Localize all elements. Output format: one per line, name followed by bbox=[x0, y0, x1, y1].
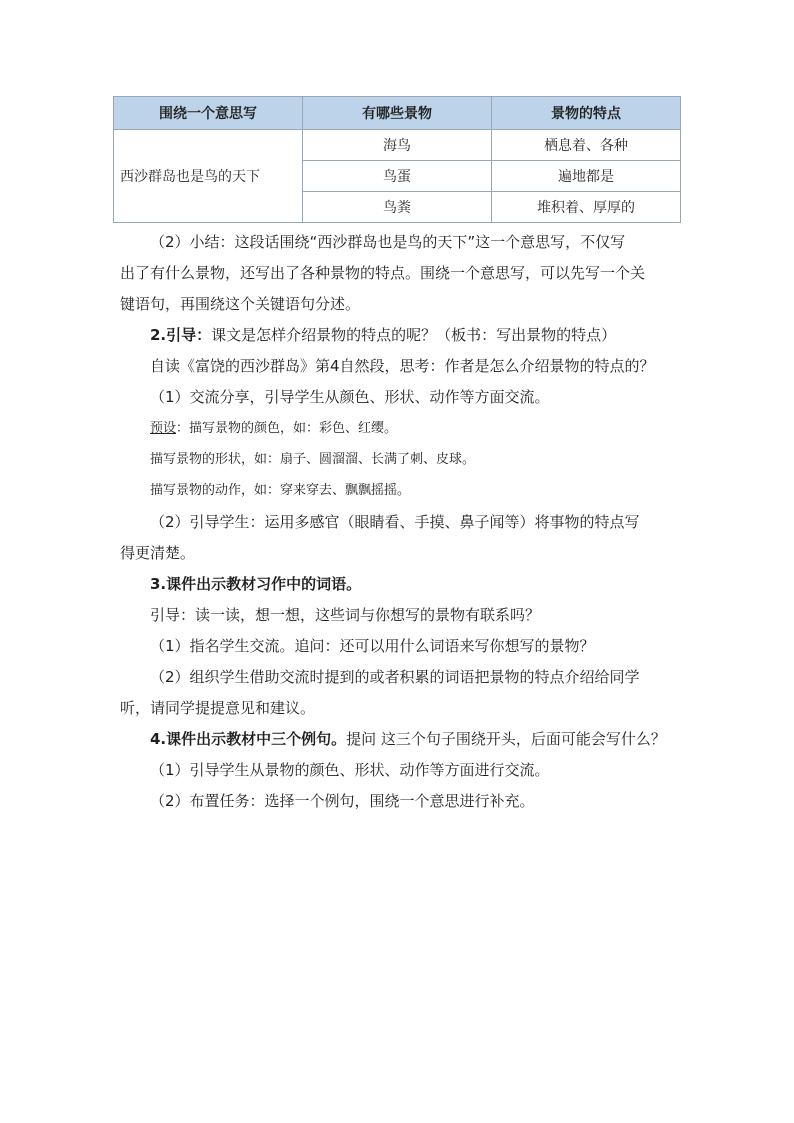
scenery-table bbox=[113, 96, 681, 223]
header-scenes: 有哪些景物 bbox=[303, 97, 492, 130]
topic-cell: 西沙群岛也是鸟的天下 bbox=[114, 130, 303, 223]
scene-cell: 鸟粪 bbox=[303, 192, 492, 223]
section-2-title-rest: 课文是怎样介绍景物的特点的呢？（板书：写出景物的特点） bbox=[211, 326, 617, 344]
section-2-line-5: 得更清楚。 bbox=[120, 544, 196, 562]
section-2-heading bbox=[150, 325, 616, 345]
section-4-line-2: （2）布置任务：选择一个例句，围绕一个意思进行补充。 bbox=[150, 792, 535, 810]
section-4-title-rest: 提问 这三个句子围绕开头，后面可能会写什么？ bbox=[346, 730, 666, 748]
preset-line-1-rest: ：描写景物的颜色，如：彩色、红缨。 bbox=[176, 421, 398, 436]
section-2-line-2: 自读《富饶的西沙群岛》第4自然段，思考：作者是怎么介绍景物的特点的？ bbox=[150, 357, 655, 375]
feature-cell: 遍地都是 bbox=[492, 161, 681, 192]
summary-line-2: 出了有什么景物，还写出了各种景物的特点。围绕一个意思写，可以先写一个关 bbox=[120, 264, 646, 282]
section-4-line-1: （1）引导学生从景物的颜色、形状、动作等方面进行交流。 bbox=[150, 761, 550, 779]
table-header-row bbox=[114, 97, 681, 130]
section-4-title: 4.课件出示教材中三个例句。 bbox=[150, 730, 347, 748]
section-3-line-3: （2）组织学生借助交流时提到的或者积累的词语把景物的特点介绍给同学 bbox=[150, 668, 640, 686]
section-2-line-3: （1）交流分享，引导学生从颜色、形状、动作等方面交流。 bbox=[150, 388, 550, 406]
section-2-line-4: （2）引导学生：运用多感官（眼睛看、手摸、鼻子闻等）将事物的特点写 bbox=[150, 513, 640, 531]
section-3-line-4: 听，请同学提提意见和建议。 bbox=[120, 699, 316, 717]
summary-line-1: （2）小结：这段话围绕“西沙群岛也是鸟的天下”这一个意思写，不仅写 bbox=[150, 233, 626, 251]
section-4-heading bbox=[150, 729, 666, 749]
section-3-line-1: 引导：读一读，想一想，这些词与你想写的景物有联系吗？ bbox=[150, 606, 541, 624]
scene-cell: 鸟蛋 bbox=[303, 161, 492, 192]
section-3-line-2: （1）指名学生交流。追问：还可以用什么词语来写你想写的景物？ bbox=[150, 637, 595, 655]
section-2-title: 2.引导： bbox=[150, 326, 212, 344]
table-row bbox=[114, 130, 681, 161]
scene-cell: 海鸟 bbox=[303, 130, 492, 161]
feature-cell: 堆积着、厚厚的 bbox=[492, 192, 681, 223]
feature-cell: 栖息着、各种 bbox=[492, 130, 681, 161]
preset-line-2: 描写景物的形状，如：扇子、圆溜溜、长满了刺、皮球。 bbox=[150, 452, 476, 467]
preset-label: 预设 bbox=[150, 421, 177, 436]
header-topic: 围绕一个意思写 bbox=[114, 97, 303, 130]
header-features: 景物的特点 bbox=[492, 97, 681, 130]
preset-line-3: 描写景物的动作，如：穿来穿去、飘飘摇摇。 bbox=[150, 483, 411, 498]
preset-line-1 bbox=[150, 419, 397, 439]
section-3-heading: 3.课件出示教材习作中的词语。 bbox=[150, 575, 362, 593]
summary-line-3: 键语句，再围绕这个关键语句分述。 bbox=[120, 295, 361, 313]
